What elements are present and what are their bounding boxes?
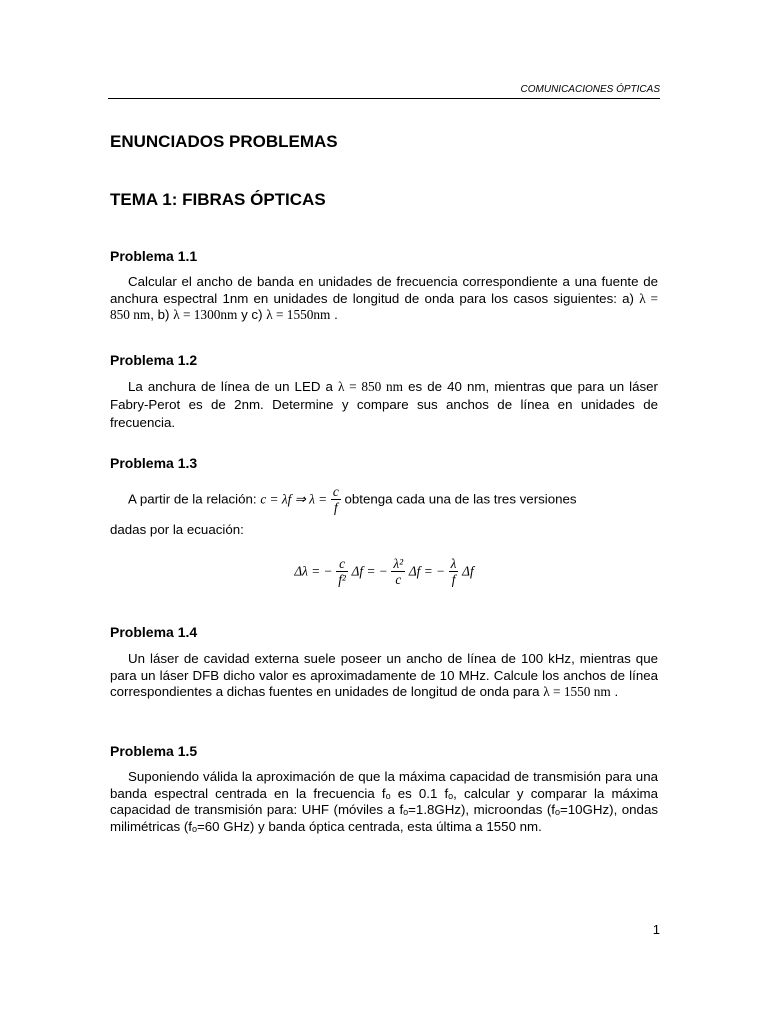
eq2-part-1: Δλ = − xyxy=(294,563,333,579)
eq2-fraction-1-den: f² xyxy=(338,572,346,587)
problem-1-3-equation xyxy=(110,556,658,588)
problem-1-4-text-end: . xyxy=(614,684,619,699)
problem-1-1-text-a: Calcular el ancho de banda en unidades de frecuencia correspondiente a una fuente de anchura espectral 1nm en unidades de longitud de onda para los casos siguientes: a) xyxy=(110,274,658,306)
problem-1-4-text-a: Un láser de cavidad externa suele poseer un ancho de línea de 100 kHz, mientras que para un láser DFB dicho valor es aproximadamente de 10 MHz. Calcule los anchos de línea correspondientes a dichas fuentes en unidades de longitud de onda para xyxy=(110,651,658,699)
problem-1-4-heading: Problema 1.4 xyxy=(110,624,198,640)
problem-1-1-eq-a: λ = 850 nm xyxy=(110,290,658,322)
problem-1-2-text-a: La anchura de línea de un LED a xyxy=(128,379,333,394)
problem-1-1-text-c: y c) xyxy=(241,307,263,322)
problem-1-3-fraction-den: f xyxy=(333,500,338,515)
eq2-fraction-3-num: λ xyxy=(450,556,457,571)
problem-1-2-text-b: es de 40 nm, mientras que para un láser Fabry-Perot es de 2nm. Determine y compare sus anchos de línea en unidades de frecuencia. xyxy=(110,379,658,430)
running-header: COMUNICACIONES ÓPTICAS xyxy=(520,84,660,95)
eq2-part-2: Δf = − xyxy=(351,563,388,579)
section-title: TEMA 1: FIBRAS ÓPTICAS xyxy=(110,190,326,209)
problem-1-1-heading: Problema 1.1 xyxy=(110,248,198,264)
eq2-fraction-1-num: c xyxy=(336,556,348,572)
problem-1-3-eq-lhs: c = λf ⇒ λ = xyxy=(260,491,328,507)
page-title: ENUNCIADOS PROBLEMAS xyxy=(110,132,338,151)
eq2-fraction-2-num: λ² xyxy=(393,556,404,571)
problem-1-2-eq-a: λ = 850 nm xyxy=(338,379,404,394)
eq2-fraction-3 xyxy=(449,556,459,588)
problem-1-1-text-b: , b) xyxy=(150,307,170,322)
problem-1-1-eq-b: λ = 1300nm xyxy=(173,307,238,322)
problem-1-3-text-c: dadas por la ecuación: xyxy=(110,522,244,537)
problem-1-1-text-end: . xyxy=(334,307,338,322)
problem-1-3-text xyxy=(128,484,658,516)
problem-1-1-text xyxy=(110,274,658,324)
eq2-part-4: Δf xyxy=(462,563,474,579)
problem-1-3-text-b: obtenga cada una de las tres versiones xyxy=(344,491,577,507)
page-number: 1 xyxy=(652,922,660,937)
problem-1-4-text xyxy=(110,651,658,701)
problem-1-3-fraction-num: c xyxy=(332,484,339,499)
problem-1-4-eq-a: λ = 1550 nm xyxy=(543,684,611,699)
eq2-fraction-2 xyxy=(391,556,405,588)
eq2-part-3: Δf = − xyxy=(408,563,445,579)
problem-1-2-text xyxy=(110,378,658,432)
problem-1-2-heading: Problema 1.2 xyxy=(110,352,198,368)
header-rule xyxy=(108,98,660,99)
eq2-fraction-3-den: f xyxy=(451,572,456,587)
problem-1-3-heading: Problema 1.3 xyxy=(110,455,198,471)
problem-1-5-heading: Problema 1.5 xyxy=(110,743,198,759)
problem-1-5-text: Suponiendo válida la aproximación de que la máxima capacidad de transmisión para una banda espectral centrada en la frecuencia fₒ es 0.1 fₒ, calcular y comparar la máxima capacidad de transmisión para: UHF (móviles a fₒ=1.8GHz), microondas (fₒ=10GHz), ondas milimétricas (fₒ=60 GHz) y banda óptica centrada, esta última a 1550 nm. xyxy=(110,769,658,834)
eq2-fraction-2-den: c xyxy=(395,572,402,587)
eq2-fraction-1 xyxy=(336,556,348,588)
problem-1-1-eq-c: λ = 1550nm xyxy=(266,307,331,322)
problem-1-3-text-a: A partir de la relación: xyxy=(128,491,257,507)
problem-1-3-fraction xyxy=(331,484,341,516)
